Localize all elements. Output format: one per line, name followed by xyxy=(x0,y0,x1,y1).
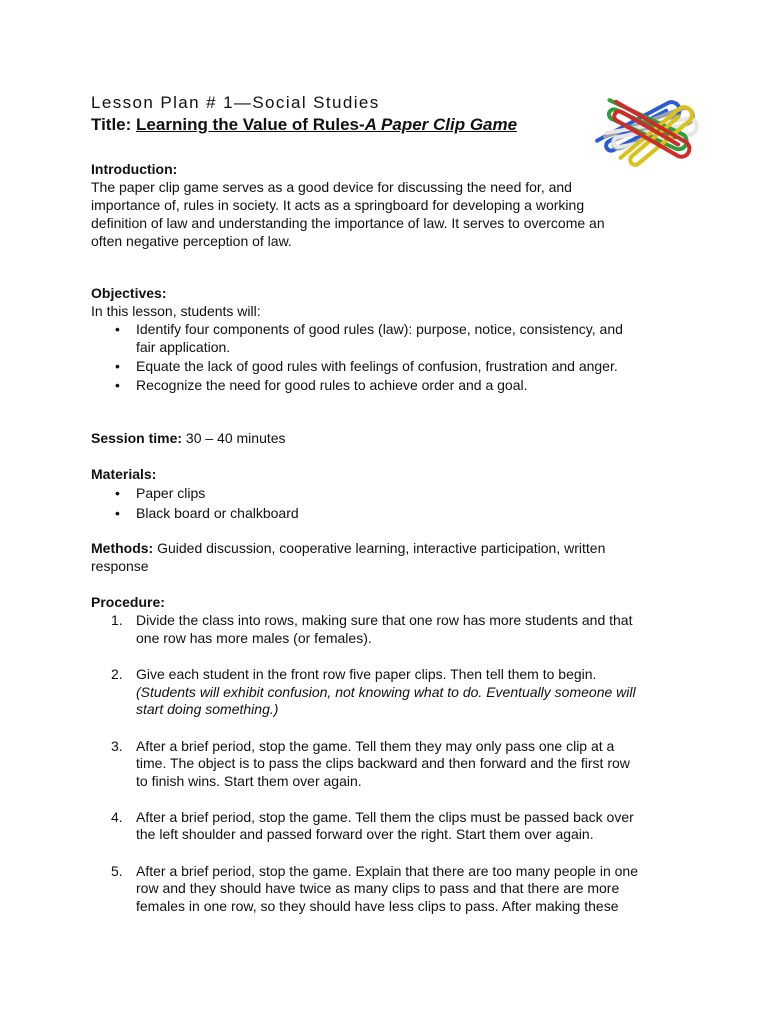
list-item: Identify four components of good rules (law): purpose, notice, consistency, and xyxy=(136,321,623,337)
bullet-icon: • xyxy=(115,358,120,374)
step-line: one row has more males (or females). xyxy=(136,630,372,646)
step-number: 3. xyxy=(111,738,123,754)
title-subtitle: A Paper Clip Game xyxy=(364,115,518,134)
step-number: 5. xyxy=(111,863,123,879)
title-main: Learning the Value of Rules-A Paper Clip Game xyxy=(136,115,518,134)
document-title xyxy=(91,116,517,134)
session-value: 30 – 40 minutes xyxy=(185,430,286,446)
list-item: Paper clips xyxy=(136,485,206,501)
step-line: time. The object is to pass the clips backward and then forward and the first row xyxy=(136,755,630,771)
lesson-header: Lesson Plan # 1—Social Studies xyxy=(91,93,380,112)
procedure-heading: Procedure: xyxy=(91,594,165,610)
list-item: Recognize the need for good rules to achieve order and a goal. xyxy=(136,377,528,393)
paragraph-line: definition of law and understanding the importance of law. It serves to overcome an xyxy=(91,215,605,231)
title-prefix: Title: xyxy=(91,115,132,134)
list-item: fair application. xyxy=(136,339,231,355)
list-item: Equate the lack of good rules with feelings of confusion, frustration and anger. xyxy=(136,358,618,374)
step-line: After a brief period, stop the game. Tell them the clips must be passed back over xyxy=(136,809,634,825)
step-note: (Students will exhibit confusion, not knowing what to do. Eventually someone will xyxy=(136,684,636,700)
step-line: row and they should have twice as many clips to pass and that there are more xyxy=(136,880,620,896)
paragraph-line: importance of, rules in society. It acts as a springboard for developing a working xyxy=(91,197,585,213)
paper-clips-icon xyxy=(576,76,716,176)
paragraph-line: often negative perception of law. xyxy=(91,233,292,249)
paragraph-line: The paper clip game serves as a good device for discussing the need for, and xyxy=(91,179,572,195)
step-number: 4. xyxy=(111,809,123,825)
list-item: Black board or chalkboard xyxy=(136,505,299,521)
step-note: start doing something.) xyxy=(136,701,279,717)
session-time xyxy=(91,430,286,448)
methods-label: Methods: xyxy=(91,540,154,556)
step-line: Divide the class into rows, making sure that one row has more students and that xyxy=(136,612,633,628)
step-line: females in one row, so they should have less clips to pass. After making these xyxy=(136,898,619,914)
bullet-icon: • xyxy=(115,377,120,393)
materials-heading: Materials: xyxy=(91,466,157,482)
objectives-heading: Objectives: xyxy=(91,285,167,301)
methods-line: response xyxy=(91,558,149,574)
step-number: 1. xyxy=(111,612,123,628)
step-line: to finish wins. Start them over again. xyxy=(136,773,362,789)
step-line: Give each student in the front row five paper clips. Then tell them to begin. xyxy=(136,666,597,682)
session-label: Session time: xyxy=(91,430,183,446)
bullet-icon: • xyxy=(115,485,120,501)
step-line: After a brief period, stop the game. Explain that there are too many people in one xyxy=(136,863,638,879)
step-line: the left shoulder and passed forward over the right. Start them over again. xyxy=(136,826,594,842)
bullet-icon: • xyxy=(115,321,120,337)
step-number: 2. xyxy=(111,666,123,682)
bullet-icon: • xyxy=(115,505,120,521)
step-line: After a brief period, stop the game. Tell them they may only pass one clip at a xyxy=(136,738,615,754)
methods-line: Methods: Guided discussion, cooperative learning, interactive participation, written xyxy=(91,540,606,556)
introduction-heading: Introduction: xyxy=(91,161,178,177)
objectives-lead: In this lesson, students will: xyxy=(91,303,261,319)
